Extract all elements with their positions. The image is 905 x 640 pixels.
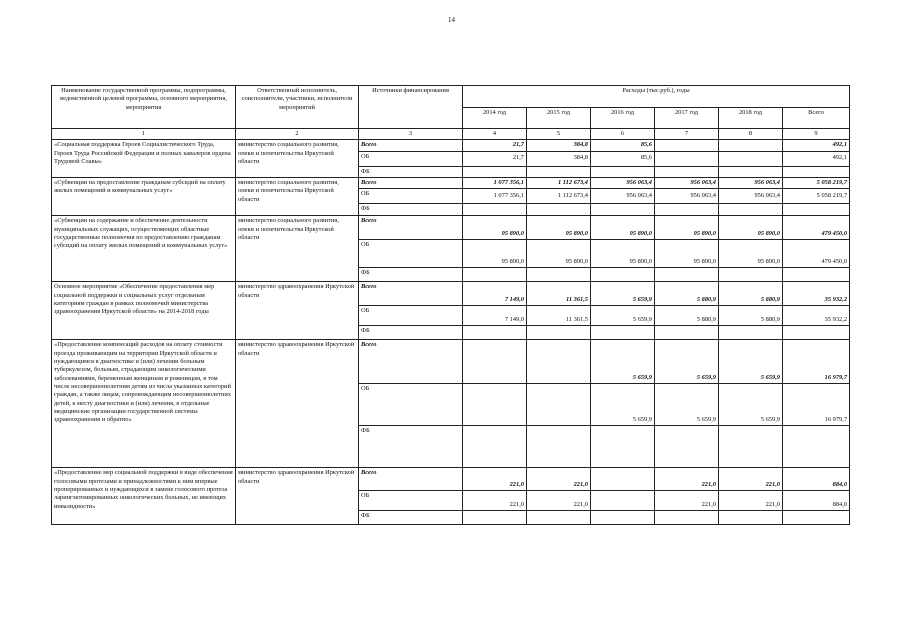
year-value <box>463 166 527 177</box>
year-value: 5 659,9 <box>591 282 655 306</box>
year-value: 221,0 <box>463 468 527 491</box>
year-value: 95 890,0 <box>463 240 527 268</box>
executor: министерство здравоохранения Иркутской области <box>236 340 359 468</box>
total-value <box>783 166 850 177</box>
year-value: 5 880,9 <box>719 306 783 326</box>
year-value: 221,0 <box>719 468 783 491</box>
funding-source: ОБ <box>359 240 463 268</box>
year-value <box>591 268 655 282</box>
year-value: 5 659,9 <box>591 384 655 426</box>
year-value: 85,6 <box>591 140 655 151</box>
funding-source: Всего <box>359 340 463 384</box>
year-value: 221,0 <box>527 491 591 511</box>
year-value: 95 890,0 <box>527 216 591 240</box>
program-name: «Предоставление мер социальной поддержки в виде обеспечения голосовыми протезами и принадлежностями к ним впервые проперированных и нуждающихся в замене голосового протеза ларингэктомированных онкологических больных, не имеющих инвалидности» <box>52 468 236 525</box>
program-name: Основное мероприятие «Обеспечение предоставления мер социальной поддержки и социальных услуг отдельным категориям граждан в рамках полномочий министерства здравоохранения Иркутской области» на 2014-2018 годы <box>52 282 236 340</box>
year-value <box>591 326 655 340</box>
year-value <box>655 204 719 216</box>
year-value: 956 063,4 <box>591 177 655 188</box>
total-value: 16 979,7 <box>783 340 850 384</box>
year-value: 221,0 <box>527 468 591 491</box>
year-value: 956 063,4 <box>719 177 783 188</box>
year-value: 956 063,4 <box>655 177 719 188</box>
year-value: 5 659,9 <box>655 340 719 384</box>
year-value <box>719 166 783 177</box>
year-value <box>655 268 719 282</box>
year-value <box>719 204 783 216</box>
year-value: 7 149,0 <box>463 306 527 326</box>
year-value: 11 361,5 <box>527 306 591 326</box>
funding-source: ФБ <box>359 326 463 340</box>
funding-source: Всего <box>359 468 463 491</box>
total-value <box>783 326 850 340</box>
funding-source: Всего <box>359 140 463 151</box>
program-name: «Субвенции на содержание и обеспечение деятельности муниципальных служащих, осуществляющих областные государственные полномочия по предоставлению гражданам субсидий на оплату жилых помещений и коммунальных услуг» <box>52 216 236 282</box>
table-row <box>52 140 850 151</box>
header-name: Наименование государственной программы, подпрограммы, ведомственной целевой программы, основного мероприятия, мероприятия <box>52 86 236 129</box>
total-value: 5 058 219,7 <box>783 177 850 188</box>
year-value: 5 880,9 <box>719 282 783 306</box>
year-value: 95 890,0 <box>719 216 783 240</box>
year-value <box>527 166 591 177</box>
total-value: 5 058 219,7 <box>783 189 850 204</box>
total-value: 492,1 <box>783 151 850 166</box>
column-index: 6 <box>591 129 655 140</box>
year-value: 95 890,0 <box>655 216 719 240</box>
year-value <box>719 268 783 282</box>
year-value: 221,0 <box>655 491 719 511</box>
funding-source: ОБ <box>359 306 463 326</box>
year-value <box>591 468 655 491</box>
year-value: 95 890,0 <box>591 216 655 240</box>
year-value <box>655 151 719 166</box>
column-index: 5 <box>527 129 591 140</box>
total-value <box>783 204 850 216</box>
year-value: 1 112 673,4 <box>527 189 591 204</box>
year-value <box>527 326 591 340</box>
funding-source: ФБ <box>359 511 463 525</box>
column-index: 4 <box>463 129 527 140</box>
funding-source: ОБ <box>359 491 463 511</box>
year-value: 21,7 <box>463 151 527 166</box>
year-value <box>463 326 527 340</box>
year-value: 1 112 673,4 <box>527 177 591 188</box>
year-value <box>719 511 783 525</box>
header-year: 2014 год <box>463 108 527 129</box>
total-value <box>783 268 850 282</box>
year-value: 95 890,0 <box>463 216 527 240</box>
year-value <box>527 426 591 468</box>
year-value <box>591 426 655 468</box>
year-value <box>463 511 527 525</box>
executor: министерство здравоохранения Иркутской области <box>236 468 359 525</box>
funding-source: ОБ <box>359 384 463 426</box>
year-value: 5 659,9 <box>719 384 783 426</box>
funding-source: ФБ <box>359 426 463 468</box>
year-value: 956 063,4 <box>719 189 783 204</box>
funding-source: Всего <box>359 216 463 240</box>
column-index: 9 <box>783 129 850 140</box>
year-value: 384,8 <box>527 140 591 151</box>
column-index: 7 <box>655 129 719 140</box>
column-index: 1 <box>52 129 236 140</box>
year-value <box>655 166 719 177</box>
year-value <box>655 511 719 525</box>
header-year: 2016 год <box>591 108 655 129</box>
year-value: 1 077 356,1 <box>463 189 527 204</box>
funding-source: ФБ <box>359 166 463 177</box>
funding-source: ОБ <box>359 151 463 166</box>
year-value <box>527 268 591 282</box>
total-value: 492,1 <box>783 140 850 151</box>
program-name: «Предоставление компенсаций расходов на оплату стоимости проезда проживающим на территории Иркутской области и нуждающимся в диагностике и (или) лечении больным туберкулезом, больным, страдающим онкологическими заболеваниями, беременным женщинам и роженицам, в том числе несовершеннолетним детям из числа указанных категорий граждан, а также лицам, сопровождающим несовершеннолетних детей, к месту диагностики и (или) лечения, в отдельные медицинские организации государственной системы здравоохранения и обратно» <box>52 340 236 468</box>
table-row <box>52 177 850 188</box>
header-year: 2018 год <box>719 108 783 129</box>
year-value <box>719 326 783 340</box>
header-year: 2015 год <box>527 108 591 129</box>
column-index: 8 <box>719 129 783 140</box>
table-row <box>52 282 850 306</box>
year-value: 7 149,0 <box>463 282 527 306</box>
year-value <box>527 511 591 525</box>
year-value: 221,0 <box>463 491 527 511</box>
year-value <box>591 204 655 216</box>
year-value <box>655 140 719 151</box>
executor: министерство социального развития, опеки и попечительства Иркутской области <box>236 216 359 282</box>
year-value <box>591 491 655 511</box>
year-value: 5 880,9 <box>655 306 719 326</box>
column-index: 3 <box>359 129 463 140</box>
header-total: Всего <box>783 108 850 129</box>
year-value: 5 659,9 <box>655 384 719 426</box>
year-value <box>655 326 719 340</box>
table-row <box>52 340 850 384</box>
year-value <box>463 204 527 216</box>
year-value <box>463 426 527 468</box>
column-index: 2 <box>236 129 359 140</box>
year-value <box>719 426 783 468</box>
program-name: «Социальная поддержка Героев Социалистического Труда, Героев Труда Российской Федерации и полных кавалеров ордена Трудовой Славы» <box>52 140 236 178</box>
year-value: 384,8 <box>527 151 591 166</box>
year-value: 221,0 <box>655 468 719 491</box>
funding-source: Всего <box>359 177 463 188</box>
year-value: 221,0 <box>719 491 783 511</box>
year-value: 5 659,9 <box>719 340 783 384</box>
year-value: 5 659,9 <box>591 340 655 384</box>
executor: министерство социального развития, опеки и попечительства Иркутской области <box>236 177 359 215</box>
year-value <box>463 340 527 384</box>
header-year: 2017 год <box>655 108 719 129</box>
year-value: 85,6 <box>591 151 655 166</box>
year-value <box>591 166 655 177</box>
executor: министерство социального развития, опеки и попечительства Иркутской области <box>236 140 359 178</box>
year-value: 95 890,0 <box>527 240 591 268</box>
year-value: 5 659,9 <box>591 306 655 326</box>
funding-source: ОБ <box>359 189 463 204</box>
year-value: 1 077 356,1 <box>463 177 527 188</box>
year-value: 5 880,9 <box>655 282 719 306</box>
funding-source: Всего <box>359 282 463 306</box>
funding-source: ФБ <box>359 268 463 282</box>
year-value: 956 063,4 <box>655 189 719 204</box>
table-row <box>52 468 850 491</box>
year-value: 11 361,5 <box>527 282 591 306</box>
header-source: Источники финансирования <box>359 86 463 129</box>
total-value: 479 450,0 <box>783 216 850 240</box>
year-value <box>719 151 783 166</box>
table-row <box>52 216 850 240</box>
year-value: 95 890,0 <box>655 240 719 268</box>
funding-table <box>51 85 850 525</box>
year-value: 95 890,0 <box>591 240 655 268</box>
year-value: 21,7 <box>463 140 527 151</box>
total-value: 479 450,0 <box>783 240 850 268</box>
year-value <box>527 340 591 384</box>
header-expenses: Расходы (тыс.руб.), годы <box>463 86 850 108</box>
year-value <box>527 204 591 216</box>
year-value <box>463 268 527 282</box>
year-value <box>463 384 527 426</box>
year-value <box>527 384 591 426</box>
year-value <box>719 140 783 151</box>
year-value <box>655 426 719 468</box>
year-value: 95 890,0 <box>719 240 783 268</box>
total-value: 16 979,7 <box>783 384 850 426</box>
page-number: 14 <box>448 16 455 24</box>
funding-source: ФБ <box>359 204 463 216</box>
total-value: 884,0 <box>783 491 850 511</box>
program-name: «Субвенции на предоставление гражданам субсидий на оплату жилых помещений и коммунальных услуг» <box>52 177 236 215</box>
total-value: 884,0 <box>783 468 850 491</box>
header-executor: Ответственный исполнитель, соисполнители, участники, исполнители мероприятий <box>236 86 359 129</box>
executor: министерство здравоохранения Иркутской области <box>236 282 359 340</box>
total-value: 35 932,2 <box>783 282 850 306</box>
total-value <box>783 426 850 468</box>
year-value <box>591 511 655 525</box>
total-value: 35 932,2 <box>783 306 850 326</box>
year-value: 956 063,4 <box>591 189 655 204</box>
total-value <box>783 511 850 525</box>
